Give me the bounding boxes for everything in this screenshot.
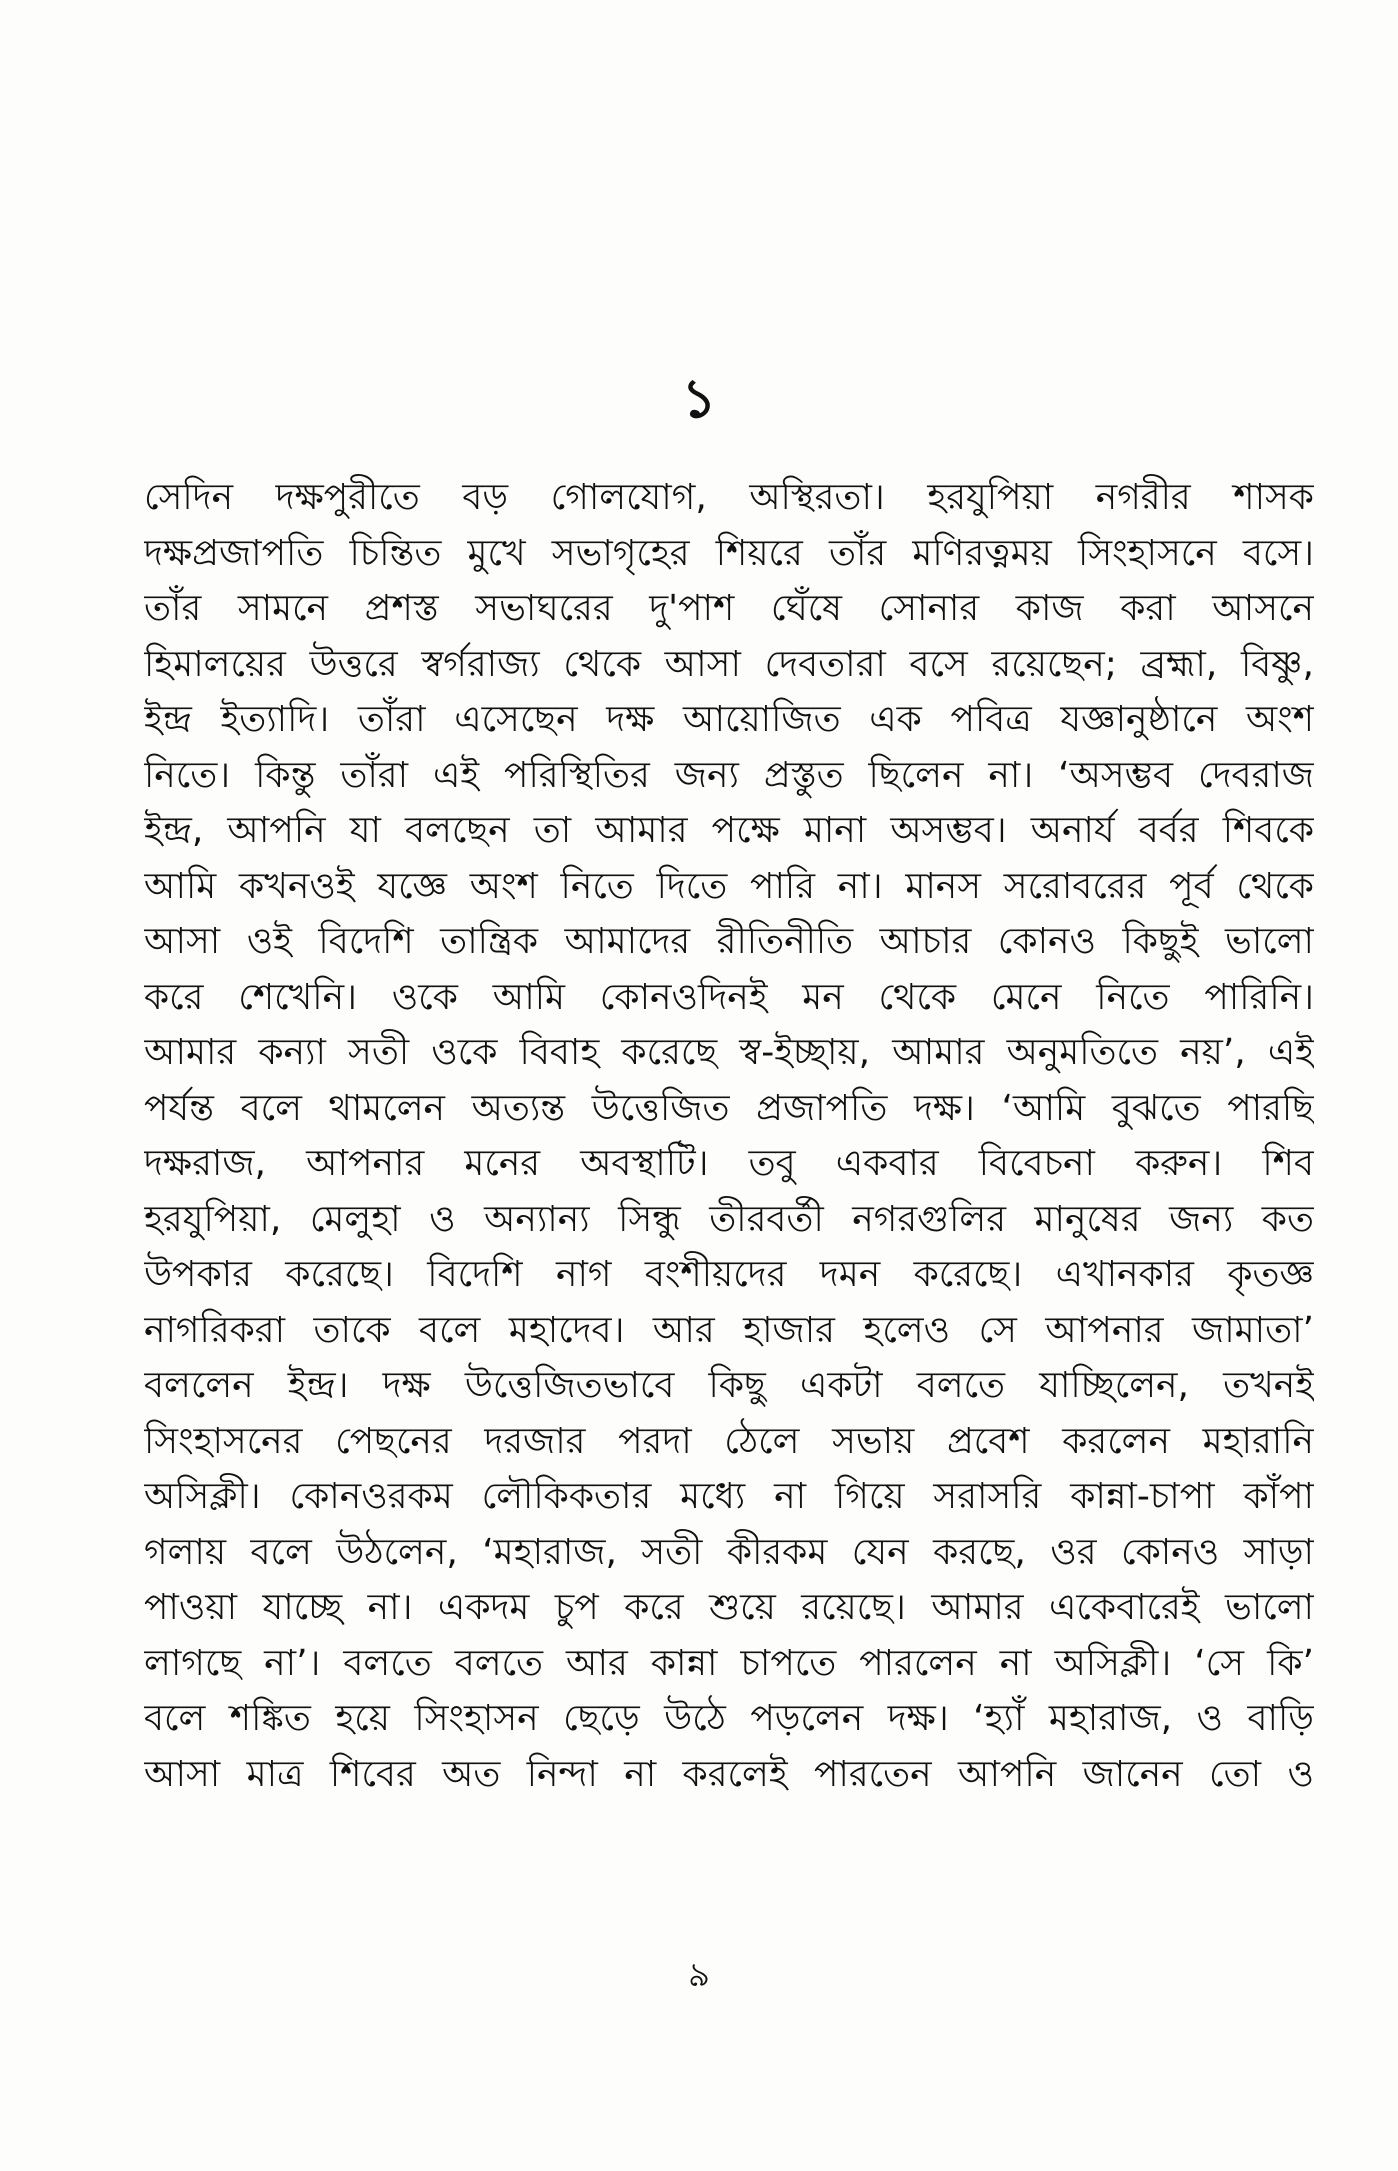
text-line-20: গলায় বলে উঠলেন, ‘মহারাজ, সতী কীরকম যেন করছে, ওর কোনও সাড়া — [144, 1531, 1314, 1573]
text-line-19: অসিক্লী। কোনওরকম লৌকিকতার মধ্যে না গিয়ে সরাসরি কান্না-চাপা কাঁপা — [144, 1476, 1314, 1517]
text-line-2: দক্ষপ্রজাপতি চিন্তিত মুখে সভাগৃহের শিয়রে তাঁর মণিরত্নময় সিংহাসনে বসে। — [144, 532, 1314, 574]
text-line-6: নিতে। কিন্তু তাঁরা এই পরিস্থিতির জন্য প্রস্তুত ছিলেন না। ‘অসম্ভব দেবরাজ — [144, 754, 1314, 796]
text-line-23: বলে শঙ্কিত হয়ে সিংহাসন ছেড়ে উঠে পড়লেন দক্ষ। ‘হ্যাঁ মহারাজ, ও বাড়ি — [144, 1698, 1314, 1739]
text-line-15: উপকার করেছে। বিদেশি নাগ বংশীয়দের দমন করেছে। এখানকার কৃতজ্ঞ — [144, 1254, 1314, 1295]
text-line-21: পাওয়া যাচ্ছে না। একদম চুপ করে শুয়ে রয়েছে। আমার একেবারেই ভালো — [144, 1587, 1314, 1628]
text-line-7: ইন্দ্র, আপনি যা বলছেন তা আমার পক্ষে মানা অসম্ভব। অনার্য বর্বর শিবকে — [144, 810, 1314, 851]
text-line-3: তাঁর সামনে প্রশস্ত সভাঘরের দু'পাশ ঘেঁষে সোনার কাজ করা আসনে — [144, 588, 1314, 629]
text-line-12: পর্যন্ত বলে থামলেন অত্যন্ত উত্তেজিত প্রজাপতি দক্ষ। ‘আমি বুঝতে পারছি — [144, 1087, 1314, 1129]
text-line-10: করে শেখেনি। ওকে আমি কোনওদিনই মন থেকে মেনে নিতে পারিনি। — [144, 976, 1314, 1018]
text-line-11: আমার কন্যা সতী ওকে বিবাহ করেছে স্ব-ইচ্ছায়, আমার অনুমতিতে নয়’, এই — [144, 1032, 1314, 1073]
page-number: ৯ — [687, 1955, 711, 1995]
text-line-5: ইন্দ্র ইত্যাদি। তাঁরা এসেছেন দক্ষ আয়োজিত এক পবিত্র যজ্ঞানুষ্ঠানে অংশ — [144, 699, 1314, 740]
text-line-14: হরযুপিয়া, মেলুহা ও অন্যান্য সিন্ধু তীরবর্তী নগরগুলির মানুষের জন্য কত — [144, 1198, 1314, 1240]
text-line-1: সেদিন দক্ষপুরীতে বড় গোলযোগ, অস্থিরতা। হরযুপিয়া নগরীর শাসক — [144, 477, 1314, 518]
text-line-24: আসা মাত্র শিবের অত নিন্দা না করলেই পারতেন আপনি জানেন তো ও — [144, 1753, 1314, 1795]
text-line-17: বললেন ইন্দ্র। দক্ষ উত্তেজিতভাবে কিছু একটা বলতে যাচ্ছিলেন, তখনই — [144, 1365, 1314, 1406]
body-text — [144, 470, 1314, 1802]
text-line-4: হিমালয়ের উত্তরে স্বর্গরাজ্য থেকে আসা দেবতারা বসে রয়েছেন; ব্রহ্মা, বিষ্ণু, — [144, 643, 1314, 685]
text-line-18: সিংহাসনের পেছনের দরজার পরদা ঠেলে সভায় প্রবেশ করলেন মহারানি — [144, 1420, 1314, 1462]
chapter-number: ১ — [681, 367, 717, 430]
text-line-22: লাগছে না’। বলতে বলতে আর কান্না চাপতে পারলেন না অসিক্লী। ‘সে কি’ — [144, 1642, 1314, 1684]
text-line-9: আসা ওই বিদেশি তান্ত্রিক আমাদের রীতিনীতি আচার কোনও কিছুই ভালো — [144, 921, 1314, 962]
text-line-16: নাগরিকরা তাকে বলে মহাদেব। আর হাজার হলেও সে আপনার জামাতা’ — [144, 1309, 1314, 1351]
text-line-13: দক্ষরাজ, আপনার মনের অবস্থাটি। তবু একবার বিবেচনা করুন। শিব — [144, 1143, 1314, 1184]
text-line-8: আমি কখনওই যজ্ঞে অংশ নিতে দিতে পারি না। মানস সরোবরের পূর্ব থেকে — [144, 865, 1314, 907]
